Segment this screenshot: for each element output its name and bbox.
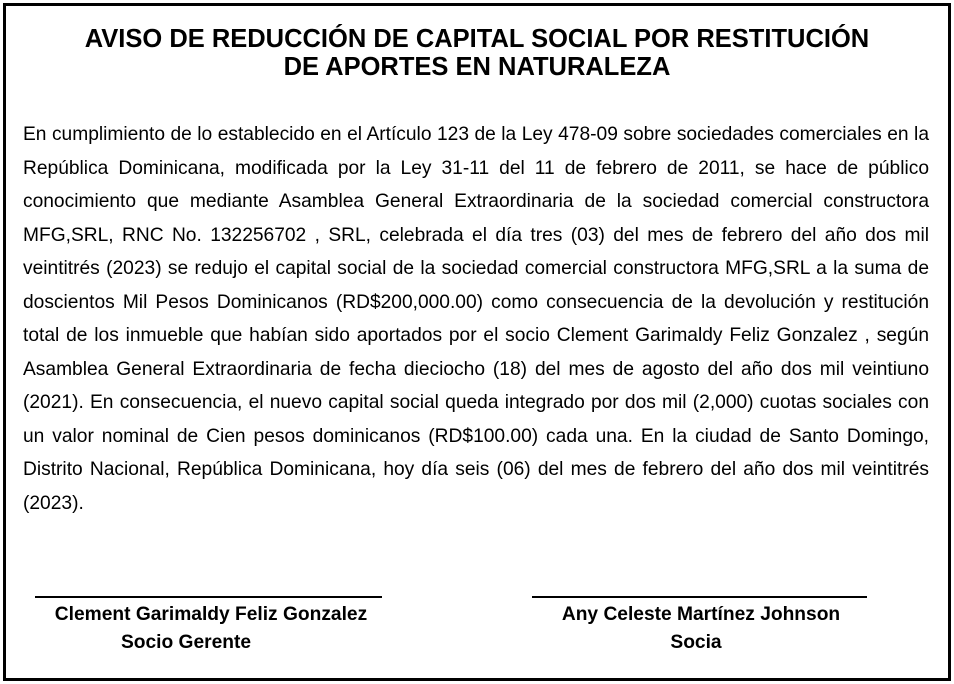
signatory-role-right: Socia: [670, 632, 722, 653]
notice-title-line-1: AVISO DE REDUCCIÓN DE CAPITAL SOCIAL POR RESTITUCIÓN: [84, 25, 870, 53]
signatory-role-left: Socio Gerente: [120, 632, 252, 653]
signature-line-right: [532, 596, 867, 598]
notice-title-line-2: DE APORTES EN NATURALEZA: [283, 53, 671, 81]
notice-title: [6, 25, 948, 81]
signatory-name-right: Any Celeste Martínez Johnson: [561, 604, 841, 625]
legal-notice-box: [3, 3, 951, 681]
notice-body: En cumplimiento de lo establecido en el Artículo 123 de la Ley 478-09 sobre sociedades comerciales en la República Dominicana, modificada por la Ley 31-11 del 11 de febrero de 2011, se hace de público conocimiento que mediante Asamblea General Extraordinaria de la sociedad comercial constructora MFG,SRL, RNC No. 132256702 , SRL, celebrada el día tres (03) del mes de febrero del año dos mil veintitrés (2023) se redujo el capital social de la sociedad comercial constructora MFG,SRL a la suma de doscientos Mil Pesos Dominicanos (RD$200,000.00) como consecuencia de la devolución y restitución total de los inmueble que habían sido aportados por el socio Clement Garimaldy Feliz Gonzalez , según Asamblea General Extraordinaria de fecha dieciocho (18) del mes de agosto del año dos mil veintiuno (2021). En consecuencia, el nuevo capital social queda integrado por dos mil (2,000) cuotas sociales con un valor nominal de Cien pesos dominicanos (RD$100.00) cada una. En la ciudad de Santo Domingo, Distrito Nacional, República Dominicana, hoy día seis (06) del mes de febrero del año dos mil veintitrés (2023).: [23, 124, 929, 514]
signature-line-left: [35, 596, 382, 598]
signatory-name-left: Clement Garimaldy Feliz Gonzalez: [54, 604, 368, 625]
